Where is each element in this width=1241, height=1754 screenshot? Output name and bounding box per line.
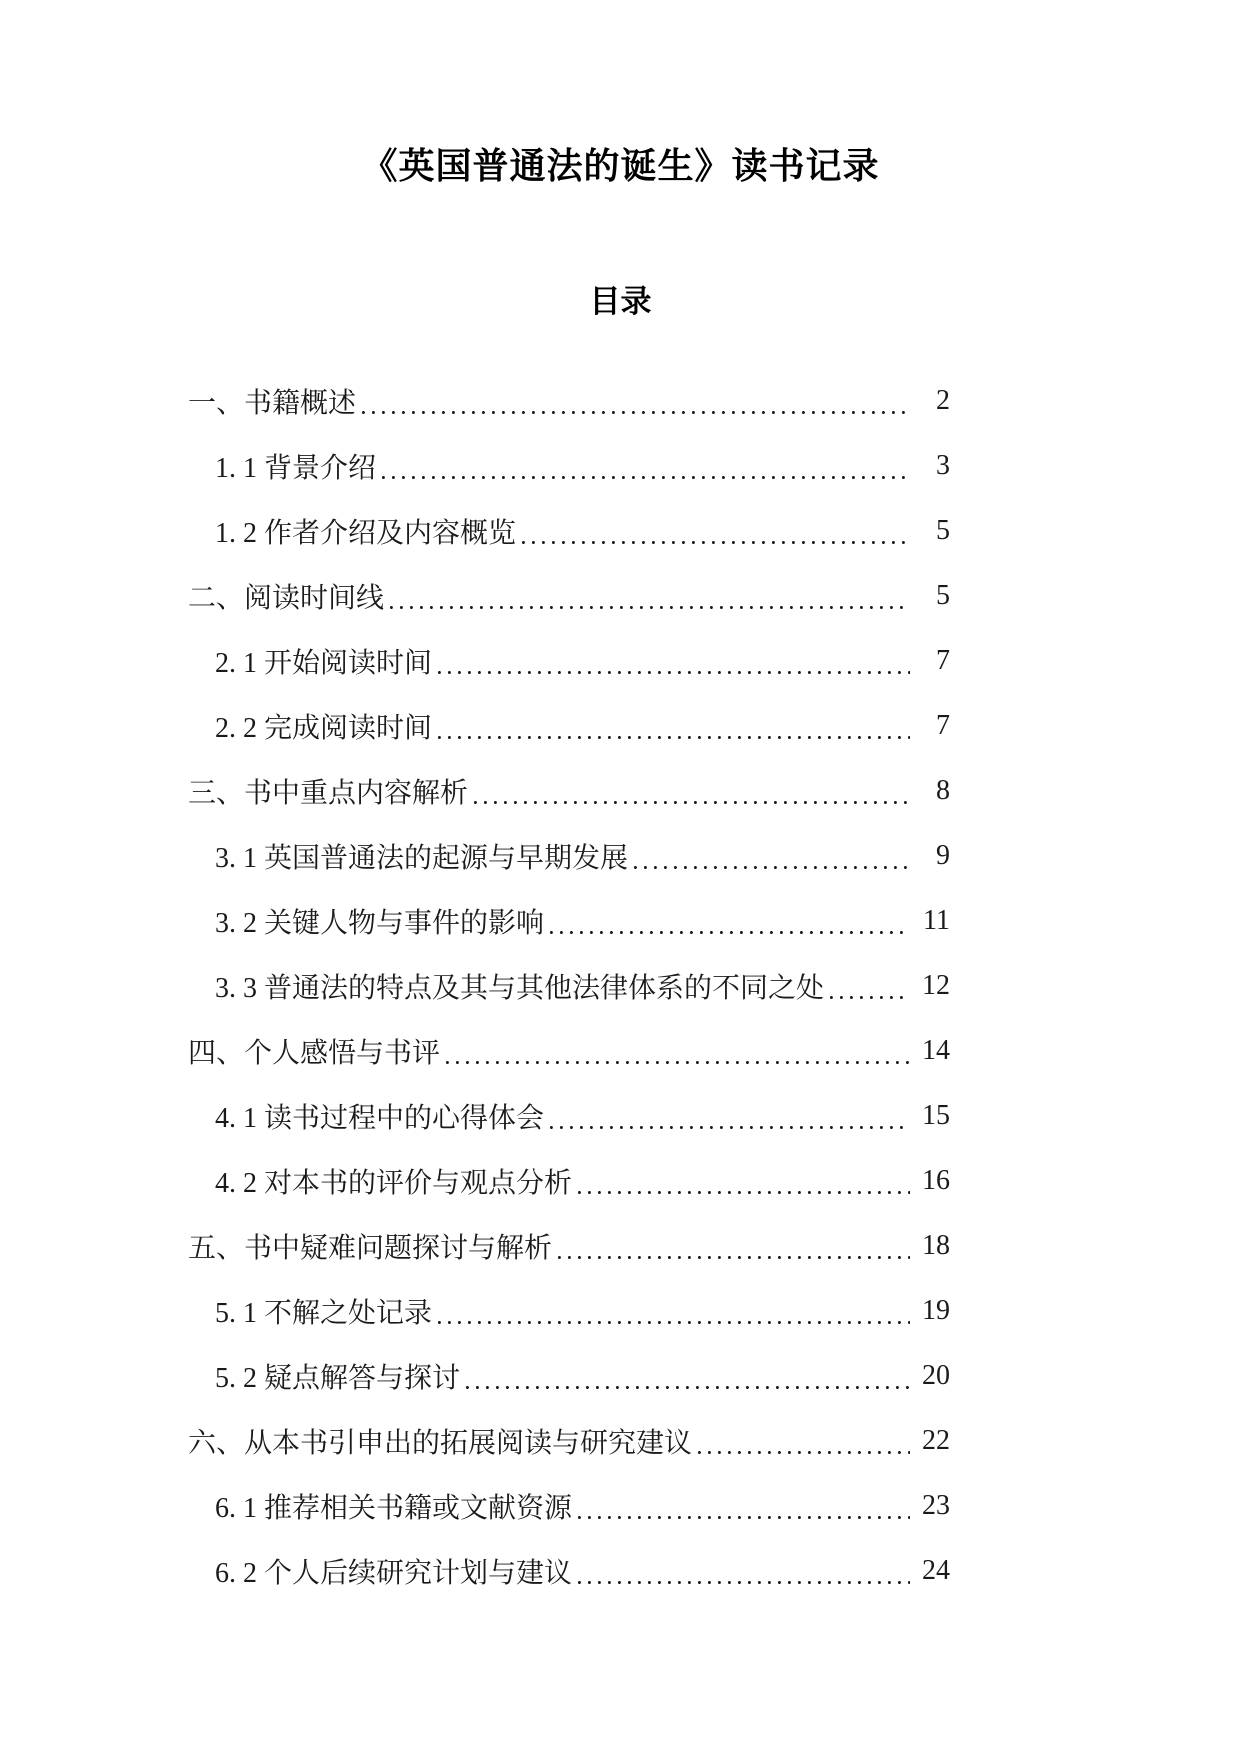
toc-page-number: 3 [936,449,950,481]
toc-leader-dots [438,628,910,693]
toc-entry-label: 3. 2 关键人物与事件的影响 [215,907,545,939]
toc-leader-dots [634,823,910,888]
toc-entry-label: 一、书籍概述 [188,387,357,419]
toc-entry-label: 6. 2 个人后续研究计划与建议 [215,1557,573,1589]
toc-entry-label: 5. 1 不解之处记录 [215,1297,433,1329]
toc-leader-dots [474,758,910,823]
toc-entry-label: 6. 1 推荐相关书籍或文献资源 [215,1492,573,1524]
toc-entry[interactable] [188,368,950,433]
toc-entry-label: 5. 2 疑点解答与探讨 [215,1362,461,1394]
toc-entry[interactable] [188,1538,950,1603]
toc-page-number: 12 [922,969,950,1001]
toc-entry[interactable] [188,433,950,498]
toc-entry-label: 二、阅读时间线 [188,582,385,614]
toc-entry-label: 4. 2 对本书的评价与观点分析 [215,1167,573,1199]
toc-leader-dots [578,1538,910,1603]
toc-entry[interactable] [188,1148,950,1213]
toc-entry-label: 2. 2 完成阅读时间 [215,712,433,744]
toc-leader-dots [558,1213,910,1278]
toc-entry-label: 四、个人感悟与书评 [188,1037,441,1069]
toc-entry[interactable] [188,888,950,953]
toc-entry[interactable] [188,758,950,823]
toc-page-number: 14 [922,1034,950,1066]
toc-leader-dots [438,1278,910,1343]
toc-page-number: 20 [922,1359,950,1391]
toc-leader-dots [522,498,910,563]
toc-leader-dots [438,693,910,758]
toc-entry-label: 3. 1 英国普通法的起源与早期发展 [215,842,629,874]
toc-entry[interactable] [188,1018,950,1083]
toc-page-number: 23 [922,1489,950,1521]
toc-leader-dots [466,1343,910,1408]
toc-entry-label: 1. 2 作者介绍及内容概览 [215,517,517,549]
toc-entry-label: 三、书中重点内容解析 [188,777,469,809]
toc-entry-label: 1. 1 背景介绍 [215,452,377,484]
toc-entry[interactable] [188,1213,950,1278]
toc-entry[interactable] [188,1343,950,1408]
toc-page-number: 8 [936,774,950,806]
toc-heading: 目录 [589,284,652,319]
document-title: 《英国普通法的诞生》读书记录 [361,146,880,186]
toc-page-number: 5 [936,514,950,546]
toc-entry[interactable] [188,1278,950,1343]
toc-page-number: 16 [922,1164,950,1196]
toc-leader-dots [362,368,910,433]
toc-list [188,368,950,1603]
toc-leader-dots [550,1083,910,1148]
toc-page-number: 18 [922,1229,950,1261]
toc-page-number: 22 [922,1424,950,1456]
toc-leader-dots [446,1018,910,1083]
toc-entry-label: 4. 1 读书过程中的心得体会 [215,1102,545,1134]
toc-entry[interactable] [188,693,950,758]
toc-leader-dots [550,888,910,953]
toc-page-number: 7 [936,644,950,676]
toc-entry[interactable] [188,1408,950,1473]
toc-leader-dots [382,433,910,498]
toc-entry[interactable] [188,953,950,1018]
toc-entry-label: 2. 1 开始阅读时间 [215,647,433,679]
toc-leader-dots [578,1473,910,1538]
toc-entry-label: 3. 3 普通法的特点及其与其他法律体系的不同之处 [215,972,825,1004]
toc-leader-dots [830,953,910,1018]
toc-page-number: 5 [936,579,950,611]
toc-entry[interactable] [188,628,950,693]
toc-entry[interactable] [188,1083,950,1148]
toc-page-number: 24 [922,1554,950,1586]
toc-page-number: 15 [922,1099,950,1131]
toc-entry-label: 五、书中疑难问题探讨与解析 [188,1232,553,1264]
toc-leader-dots [578,1148,910,1213]
toc-entry-label: 六、从本书引申出的拓展阅读与研究建议 [188,1427,693,1459]
toc-page-number: 7 [936,709,950,741]
toc-page-number: 2 [936,384,950,416]
toc-leader-dots [698,1408,910,1473]
toc-leader-dots [390,563,910,628]
toc-page-number: 9 [936,839,950,871]
toc-entry[interactable] [188,498,950,563]
toc-entry[interactable] [188,563,950,628]
toc-entry[interactable] [188,823,950,888]
toc-entry[interactable] [188,1473,950,1538]
toc-page-number: 19 [922,1294,950,1326]
toc-page-number: 11 [923,904,950,936]
